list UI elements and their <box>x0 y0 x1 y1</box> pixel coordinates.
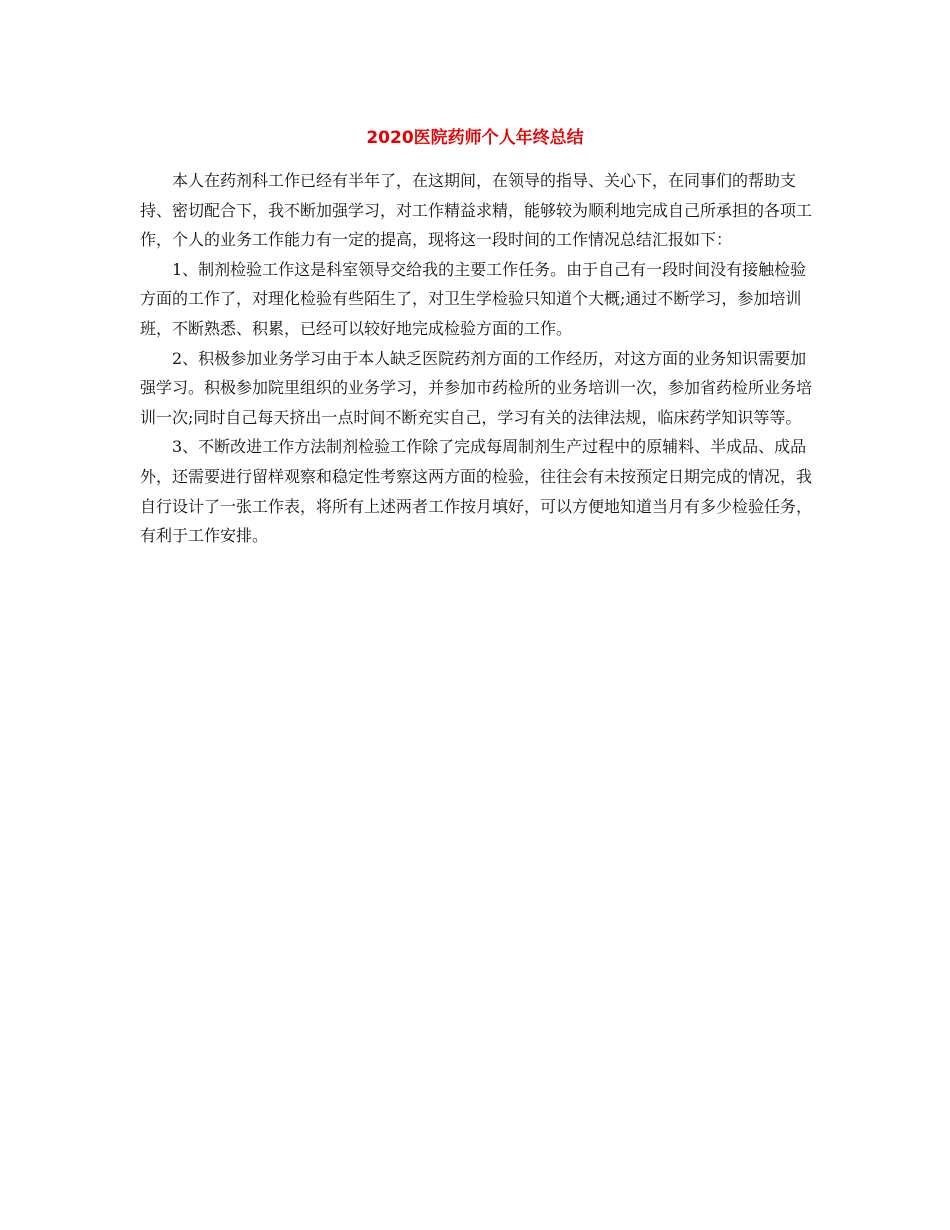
document-title: 2020医院药师个人年终总结 <box>366 128 584 148</box>
paragraph-intro: 本人在药剂科工作已经有半年了，在这期间，在领导的指导、关心下，在同事们的帮助支持、密切配合下，我不断加强学习，对工作精益求精，能够较为顺利地完成自己所承担的各项工作，个人的业务工作能力有一定的提高，现将这一段时间的工作情况总结汇报如下： <box>140 171 813 250</box>
paragraph-item-3: 3、不断改进工作方法制剂检验工作除了完成每周制剂生产过程中的原辅料、半成品、成品外，还需要进行留样观察和稳定性考察这两方面的检验，往往会有未按预定日期完成的情况，我自行设计了一张工作表，将所有上述两者工作按月填好，可以方便地知道当月有多少检验任务，有利于工作安排。 <box>140 437 813 546</box>
document-body <box>140 166 812 551</box>
paragraph-item-2: 2、积极参加业务学习由于本人缺乏医院药剂方面的工作经历，对这方面的业务知识需要加强学习。积极参加院里组织的业务学习，并参加市药检所的业务培训一次，参加省药检所业务培训一次;同时自己每天挤出一点时间不断充实自己，学习有关的法律法规，临床药学知识等等。 <box>140 348 813 427</box>
paragraph-item-1: 1、制剂检验工作这是科室领导交给我的主要工作任务。由于自己有一段时间没有接触检验方面的工作了，对理化检验有些陌生了，对卫生学检验只知道个大概;通过不断学习，参加培训班，不断熟悉、积累，已经可以较好地完成检验方面的工作。 <box>140 259 807 338</box>
